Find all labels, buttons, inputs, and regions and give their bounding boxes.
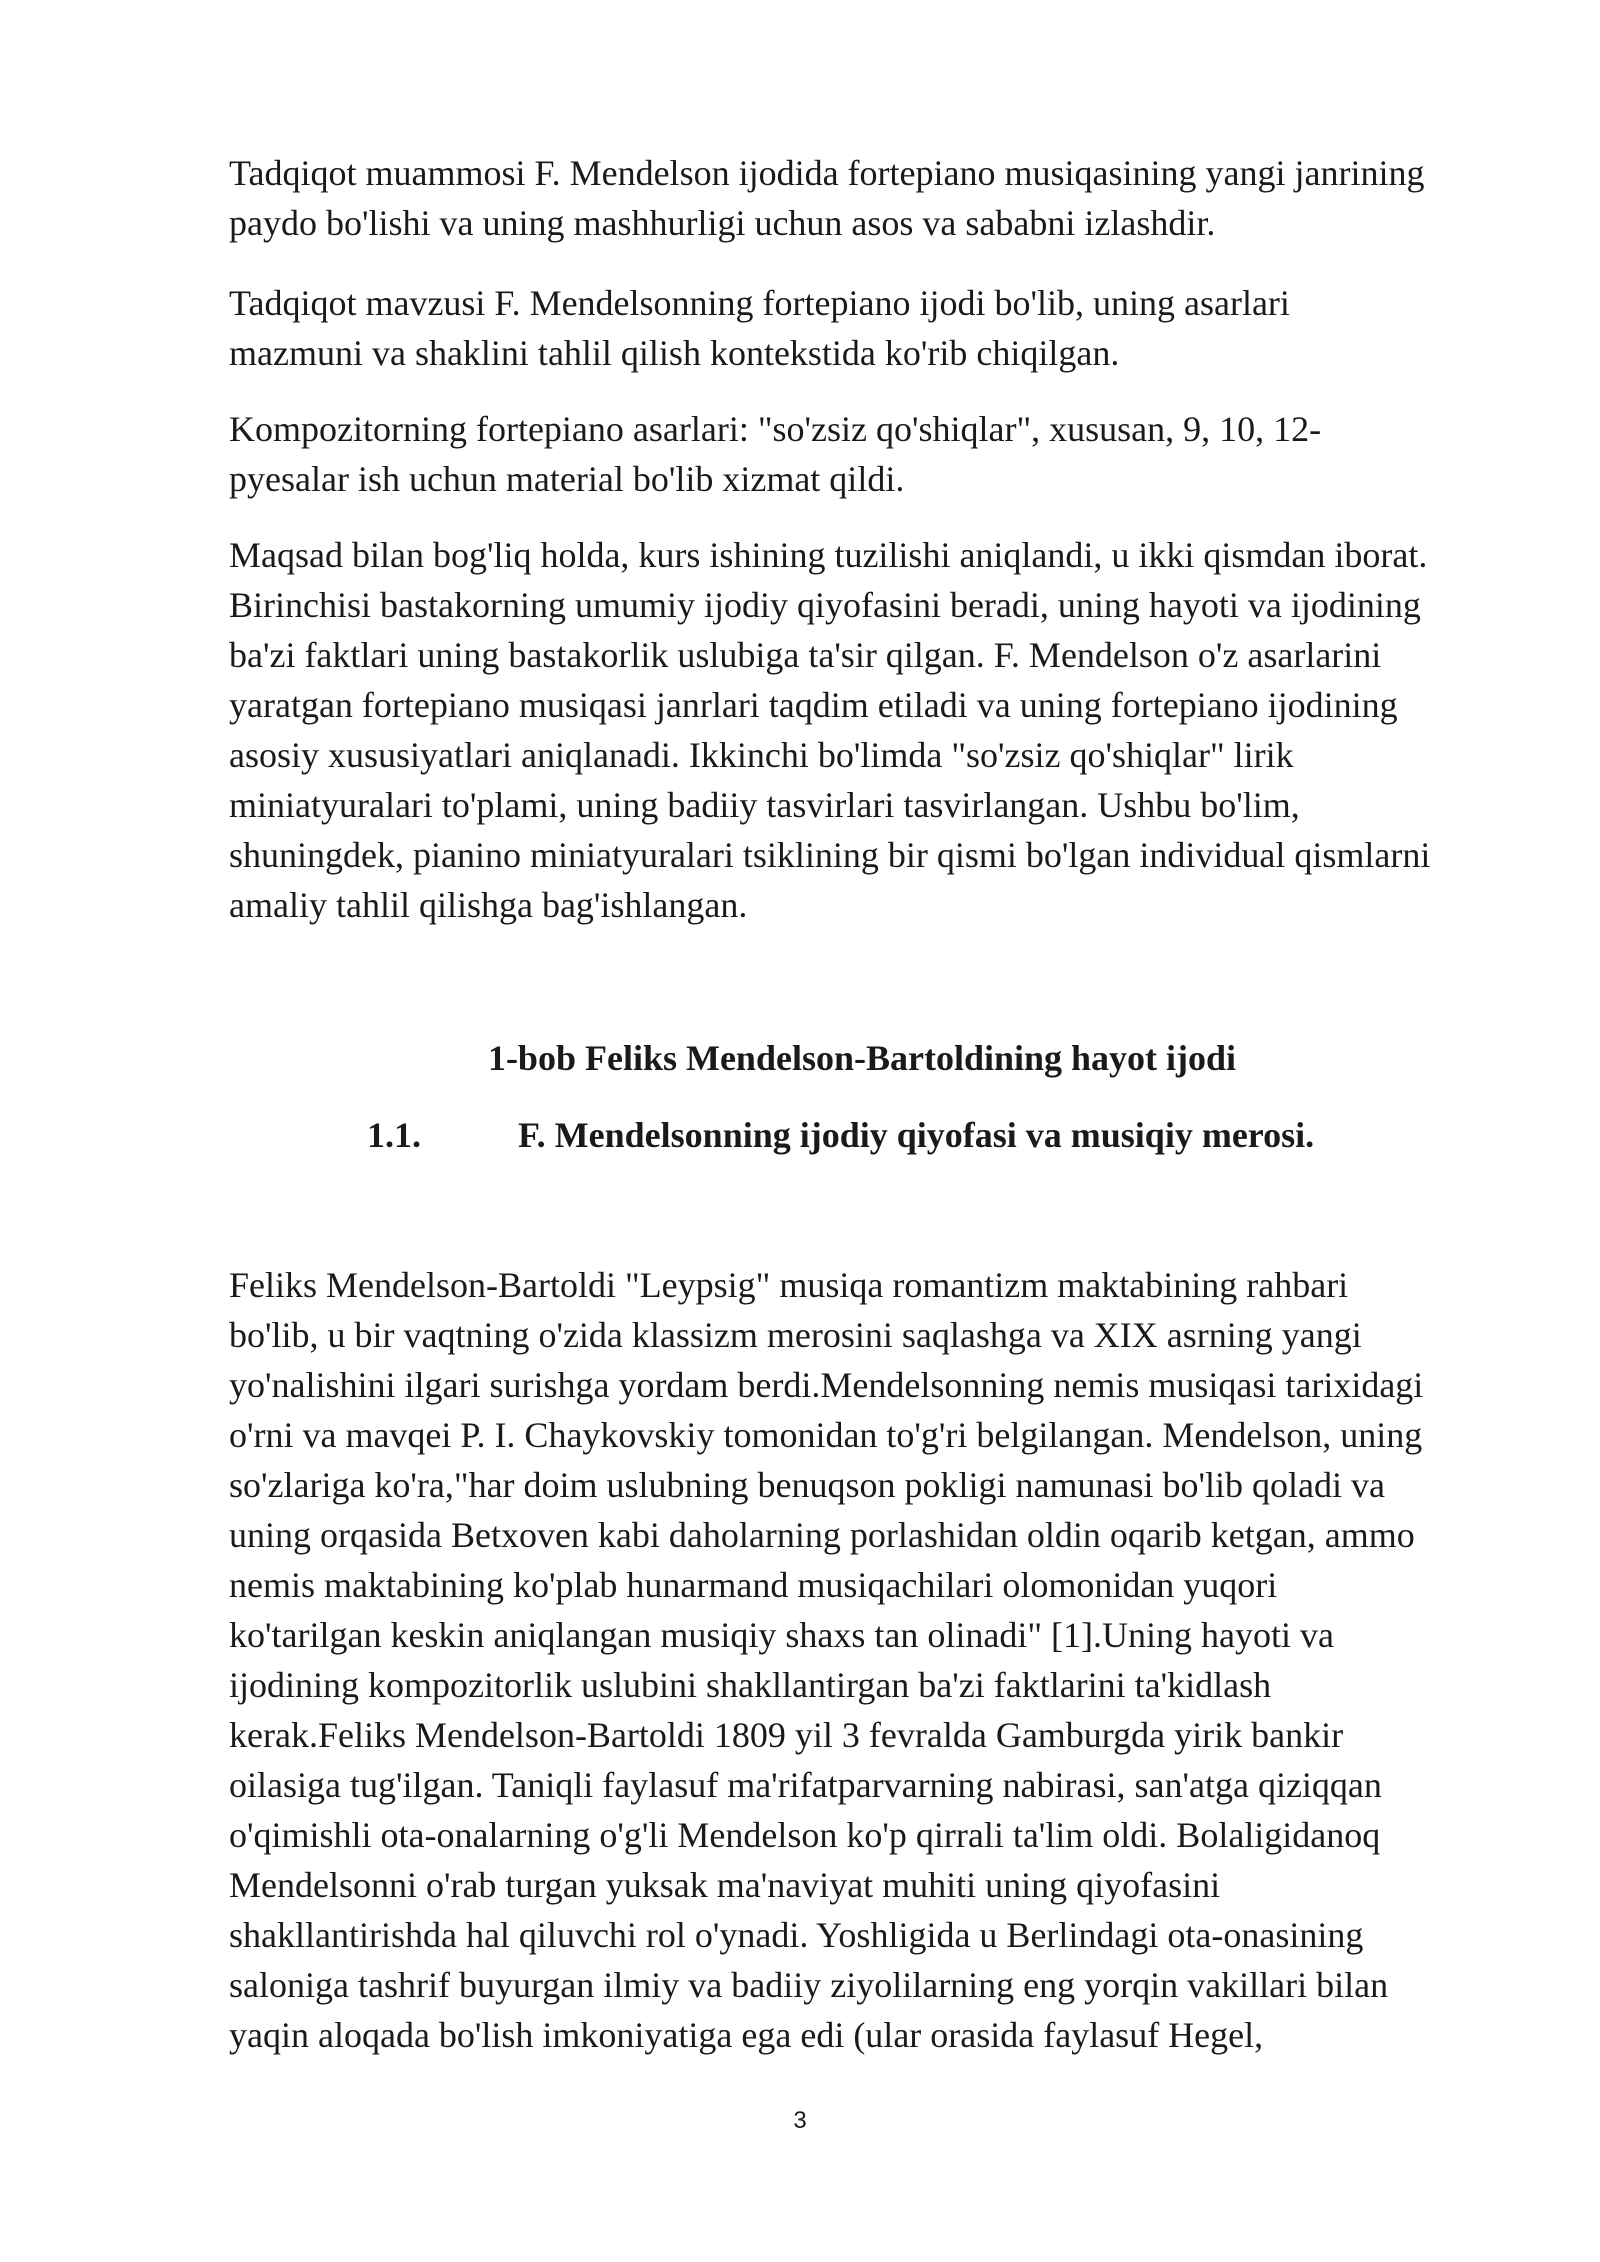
intro-paragraph-material: Kompozitorning fortepiano asarlari: "so'zsiz qo'shiqlar", xususan, 9, 10, 12- pyesalar ish uchun material bo'lib xizmat qildi. <box>229 409 1322 499</box>
intro-paragraph-structure: Maqsad bilan bog'liq holda, kurs ishining tuzilishi aniqlandi, u ikki qismdan iborat. Birinchisi bastakorning umumiy ijodiy qiyofasini beradi, uning hayoti va ijodining ba'zi faktlari uning bastakorlik uslubiga ta'sir qilgan. F. Mendelson o'z asarlarini yaratgan fortepiano musiqasi janrlari taqdim etiladi va uning fortepiano ijodining asosiy xususiyatlari aniqlanadi. Ikkinchi bo'limda "so'zsiz qo'shiqlar" lirik miniatyuralari to'plami, uning badiiy tasvirlari tasvirlangan. Ushbu bo'lim, shuningdek, pianino miniatyuralari tsiklining bir qismi bo'lgan individual qismlarni amaliy tahlil qilishga bag'ishlangan. <box>229 535 1431 925</box>
body-paragraph: Feliks Mendelson-Bartoldi "Leypsig" musiqa romantizm maktabining rahbari bo'lib, u bir vaqtning o'zida klassizm merosini saqlashga va XIX asrning yangi yo'nalishini ilgari surishga yordam berdi.Mendelsonning nemis musiqasi tarixidagi o'rni va mavqei P. I. Chaykovskiy tomonidan to'g'ri belgilangan. Mendelson, uning so'zlariga ko'ra,"har doim uslubning benuqson pokligi namunasi bo'lib qoladi va uning orqasida Betxoven kabi daholarning porlashidan oldin oqarib ketgan, ammo nemis maktabining ko'plab hunarmand musiqachilari olomonidan yuqori ko'tarilgan keskin aniqlangan musiqiy shaxs tan olinadi" [1].Uning hayoti va ijodining kompozitorlik uslubini shakllantirgan ba'zi faktlarini ta'kidlash kerak.Feliks Mendelson-Bartoldi 1809 yil 3 fevralda Gamburgda yirik bankir oilasiga tug'ilgan. Taniqli faylasuf ma'rifatparvarning nabirasi, san'atga qiziqqan o'qimishli ota-onalarning o'g'li Mendelson ko'p qirrali ta'lim oldi. Bolaligidanoq Mendelsonni o'rab turgan yuksak ma'naviyat muhiti uning qiyofasini shakllantirishda hal qiluvchi rol o'ynadi. Yoshligida u Berlindagi ota-onasining saloniga tashrif buyurgan ilmiy va badiiy ziyolilarning eng yorqin vakillari bilan yaqin aloqada bo'lish imkoniyatiga ega edi (ular orasida faylasuf Hegel, <box>229 1265 1424 2055</box>
chapter-title: 1-bob Feliks Mendelson-Bartoldining hayot ijodi <box>487 1038 1237 1078</box>
section-heading <box>0 1110 1600 1160</box>
intro-paragraph-research-subject: Tadqiqot mavzusi F. Mendelsonning fortepiano ijodi bo'lib, uning asarlari mazmuni va shaklini tahlil qilish kontekstida ko'rib chiqilgan. <box>229 283 1290 373</box>
section-title: F. Mendelsonning ijodiy qiyofasi va musiqiy merosi. <box>518 1115 1315 1155</box>
intro-paragraph-research-problem: Tadqiqot muammosi F. Mendelson ijodida fortepiano musiqasining yangi janrining paydo bo'lishi va uning mashhurligi uchun asos va sababni izlashdir. <box>229 153 1425 243</box>
page-number: 3 <box>793 2107 807 2134</box>
section-number: 1.1. <box>367 1115 421 1155</box>
